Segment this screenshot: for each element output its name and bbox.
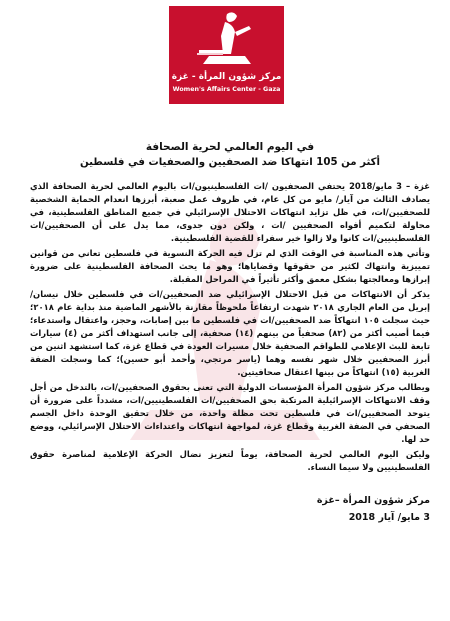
document-body (30, 140, 430, 526)
document-subtitle: أكثر من 105 انتهاكا ضد الصحفيين والصحفيات في فلسطين (79, 157, 381, 168)
paragraph: ويطالب مركز شؤون المرأة المؤسسات الدولية التي تعنى بحقوق الصحفيين/ات، بالتدخل من أجل وقف الانتهاكات الإسرائيلية المرتكبة بحق الصحفيين/ات الفلسطينيين/ات، مشدداً على ضرورة أن يتوحد الصحفيين/ات في فلسطين تحت مظلة واحدة، من خلال تحقيق الوحدة داخل الجسم الصحفي في الضفة الغربية وقطاع غزة، لمواجهة انتهاكات واعتداءات الاحتلال الإسرائيلي، ووضع حد لها. (30, 382, 430, 444)
signature-block (30, 492, 430, 526)
logo-arabic-name: مركز شؤون المرأة - غزة (171, 72, 282, 82)
logo-english-name: Women's Affairs Center - Gaza (172, 86, 281, 93)
paragraph: يذكر أن الانتهاكات من قبل الاحتلال الإسرائيلي ضد الصحفيين/ات في فلسطين خلال نيسان/ إبريل من العام الجاري ٢٠١٨ شهدت ارتفاعاً ملحوظاً مقارنة بالأشهر الماضية منذ بداية عام ٢٠١٨؛ حيث سجلت ١٠٥ انتهاكاً ضد الصحفيين/ات في فلسطين ما بين إصابات، وحجز، واعتقال واستدعاء؛ فيما أصيب أكثر من (٨٢) صحفياً من بينهم (١٤) صحفية، إلى جانب استهداف أكثر من (٤) سيارات تابعة للبث الإعلامي للطواقم الصحفية خلال مسيرات العودة في قطاع غزة، كما استشهد اثنين من أبرز الصحفيين خلال شهر نفسه وهما (ياسر مرتجي، وأحمد أبو حسين)؛ كما وسجلت الضفة الغربية (١٥) انتهاكاً من بينها اعتقال صحافيتين. (30, 289, 431, 377)
paragraph: وليكن اليوم العالمي لحرية الصحافة، يوماً لتعزيز نضال الحركة الإعلامية لمناصرة حقوق الفلسطينيين ولا سيما النساء. (30, 449, 430, 472)
woman-figure-icon (169, 6, 284, 72)
paragraph: غزة – 3 مايو/2018 يحتفي الصحفيون /ات الفلسطينيون/ات باليوم العالمي لحرية الصحافة الذي يصادف الثالث من آيار/ مايو من كل عام، في ظروف عمل صعبة، أبرزها انعدام الحماية الشخصية للصحفيين/ات، في ظل تزايد انتهاكات الاحتلال الإسرائيلي في جميع المناطق الفلسطينية، في محاولة لتكميم أفواه الصحفيين /ات ، ولكن دون جدوى، مما يدل على أن الصحفيين/ات الفلسطينيين/ات كانوا ولا زالوا خير سفراء للقضية الفلسطينية. (30, 181, 430, 243)
paragraph: وتأتي هذه المناسبة في الوقت الذي لم تزل فيه الحركة النسوية في فلسطين تعاني من قوانين تمييزية وانتهاك لكثير من حقوقها وقضاياها؛ وهو ما يحث الصحافة الفلسطينية على ضرورة إبرازها ومعالجتها بشكل معمق وأكثر تأثيراً في المراحل المقبلة. (30, 248, 430, 284)
document-title: في اليوم العالمي لحرية الصحافة (145, 141, 315, 153)
organization-logo (169, 6, 284, 104)
signature-date: 3 مايو/ آيار 2018 (348, 512, 430, 523)
signature-organization: مركز شؤون المرأة –غزة (316, 495, 430, 506)
